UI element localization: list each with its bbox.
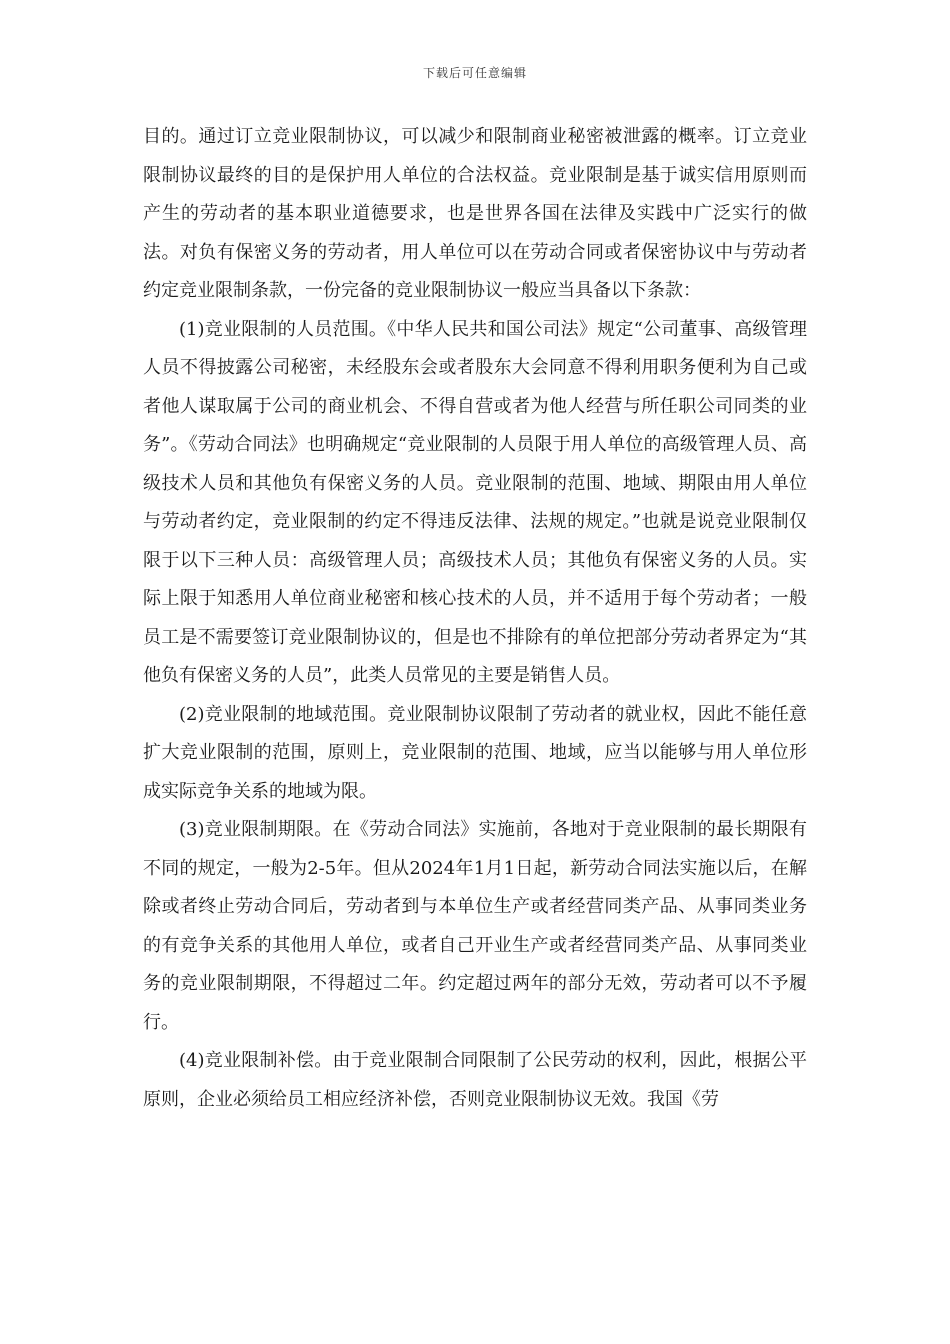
paragraph-personnel-scope: (1)竞业限制的人员范围。《中华人民共和国公司法》规定“公司董事、高级管理人员不得披露公司秘密，未经股东会或者股东大会同意不得利用职务便利为自己或者他人谋取属于公司的商业机会、不得自营或者为他人经营与所任职公司同类的业务”。《劳动合同法》也明确规定“竞业限制的人员限于用人单位的高级管理人员、高级技术人员和其他负有保密义务的人员。竞业限制的范围、地域、期限由用人单位与劳动者约定，竞业限制的约定不得违反法律、法规的规定。”也就是说竞业限制仅限于以下三种人员：高级管理人员；高级技术人员；其他负有保密义务的人员。实际上限于知悉用人单位商业秘密和核心技术的人员，并不适用于每个劳动者；一般员工是不需要签订竞业限制协议的，但是也不排除有的单位把部分劳动者界定为“其他负有保密义务的人员”，此类人员常见的主要是销售人员。 bbox=[143, 318, 807, 686]
paragraph-restriction-period: (3)竞业限制期限。在《劳动合同法》实施前，各地对于竞业限制的最长期限有不同的规定，一般为2-5年。但从2024年1月1日起，新劳动合同法实施以后，在解除或者终止劳动合同后，劳动者到与本单位生产或者经营同类产品、从事同类业务的有竞争关系的其他用人单位，或者自己开业生产或者经营同类产品、从事同类业务的竞业限制期限，不得超过二年。约定超过两年的部分无效，劳动者可以不予履行。 bbox=[143, 819, 807, 1033]
paragraph-geographic-scope: (2)竞业限制的地域范围。竞业限制协议限制了劳动者的就业权，因此不能任意扩大竞业限制的范围，原则上，竞业限制的范围、地域，应当以能够与用人单位形成实际竞争关系的地域为限。 bbox=[143, 703, 807, 802]
page-header: 下载后可任意编辑 bbox=[422, 66, 527, 80]
document-body bbox=[143, 118, 807, 1119]
paragraph-compensation: (4)竞业限制补偿。由于竞业限制合同限制了公民劳动的权利，因此，根据公平原则，企业必须给员工相应经济补偿，否则竞业限制协议无效。我国《劳 bbox=[143, 1050, 807, 1110]
paragraph-intro-continued: 目的。通过订立竞业限制协议，可以减少和限制商业秘密被泄露的概率。订立竞业限制协议最终的目的是保护用人单位的合法权益。竞业限制是基于诚实信用原则而产生的劳动者的基本职业道德要求，也是世界各国在法律及实践中广泛实行的做法。对负有保密义务的劳动者，用人单位可以在劳动合同或者保密协议中与劳动者约定竞业限制条款，一份完备的竞业限制协议一般应当具备以下条款： bbox=[143, 126, 807, 301]
